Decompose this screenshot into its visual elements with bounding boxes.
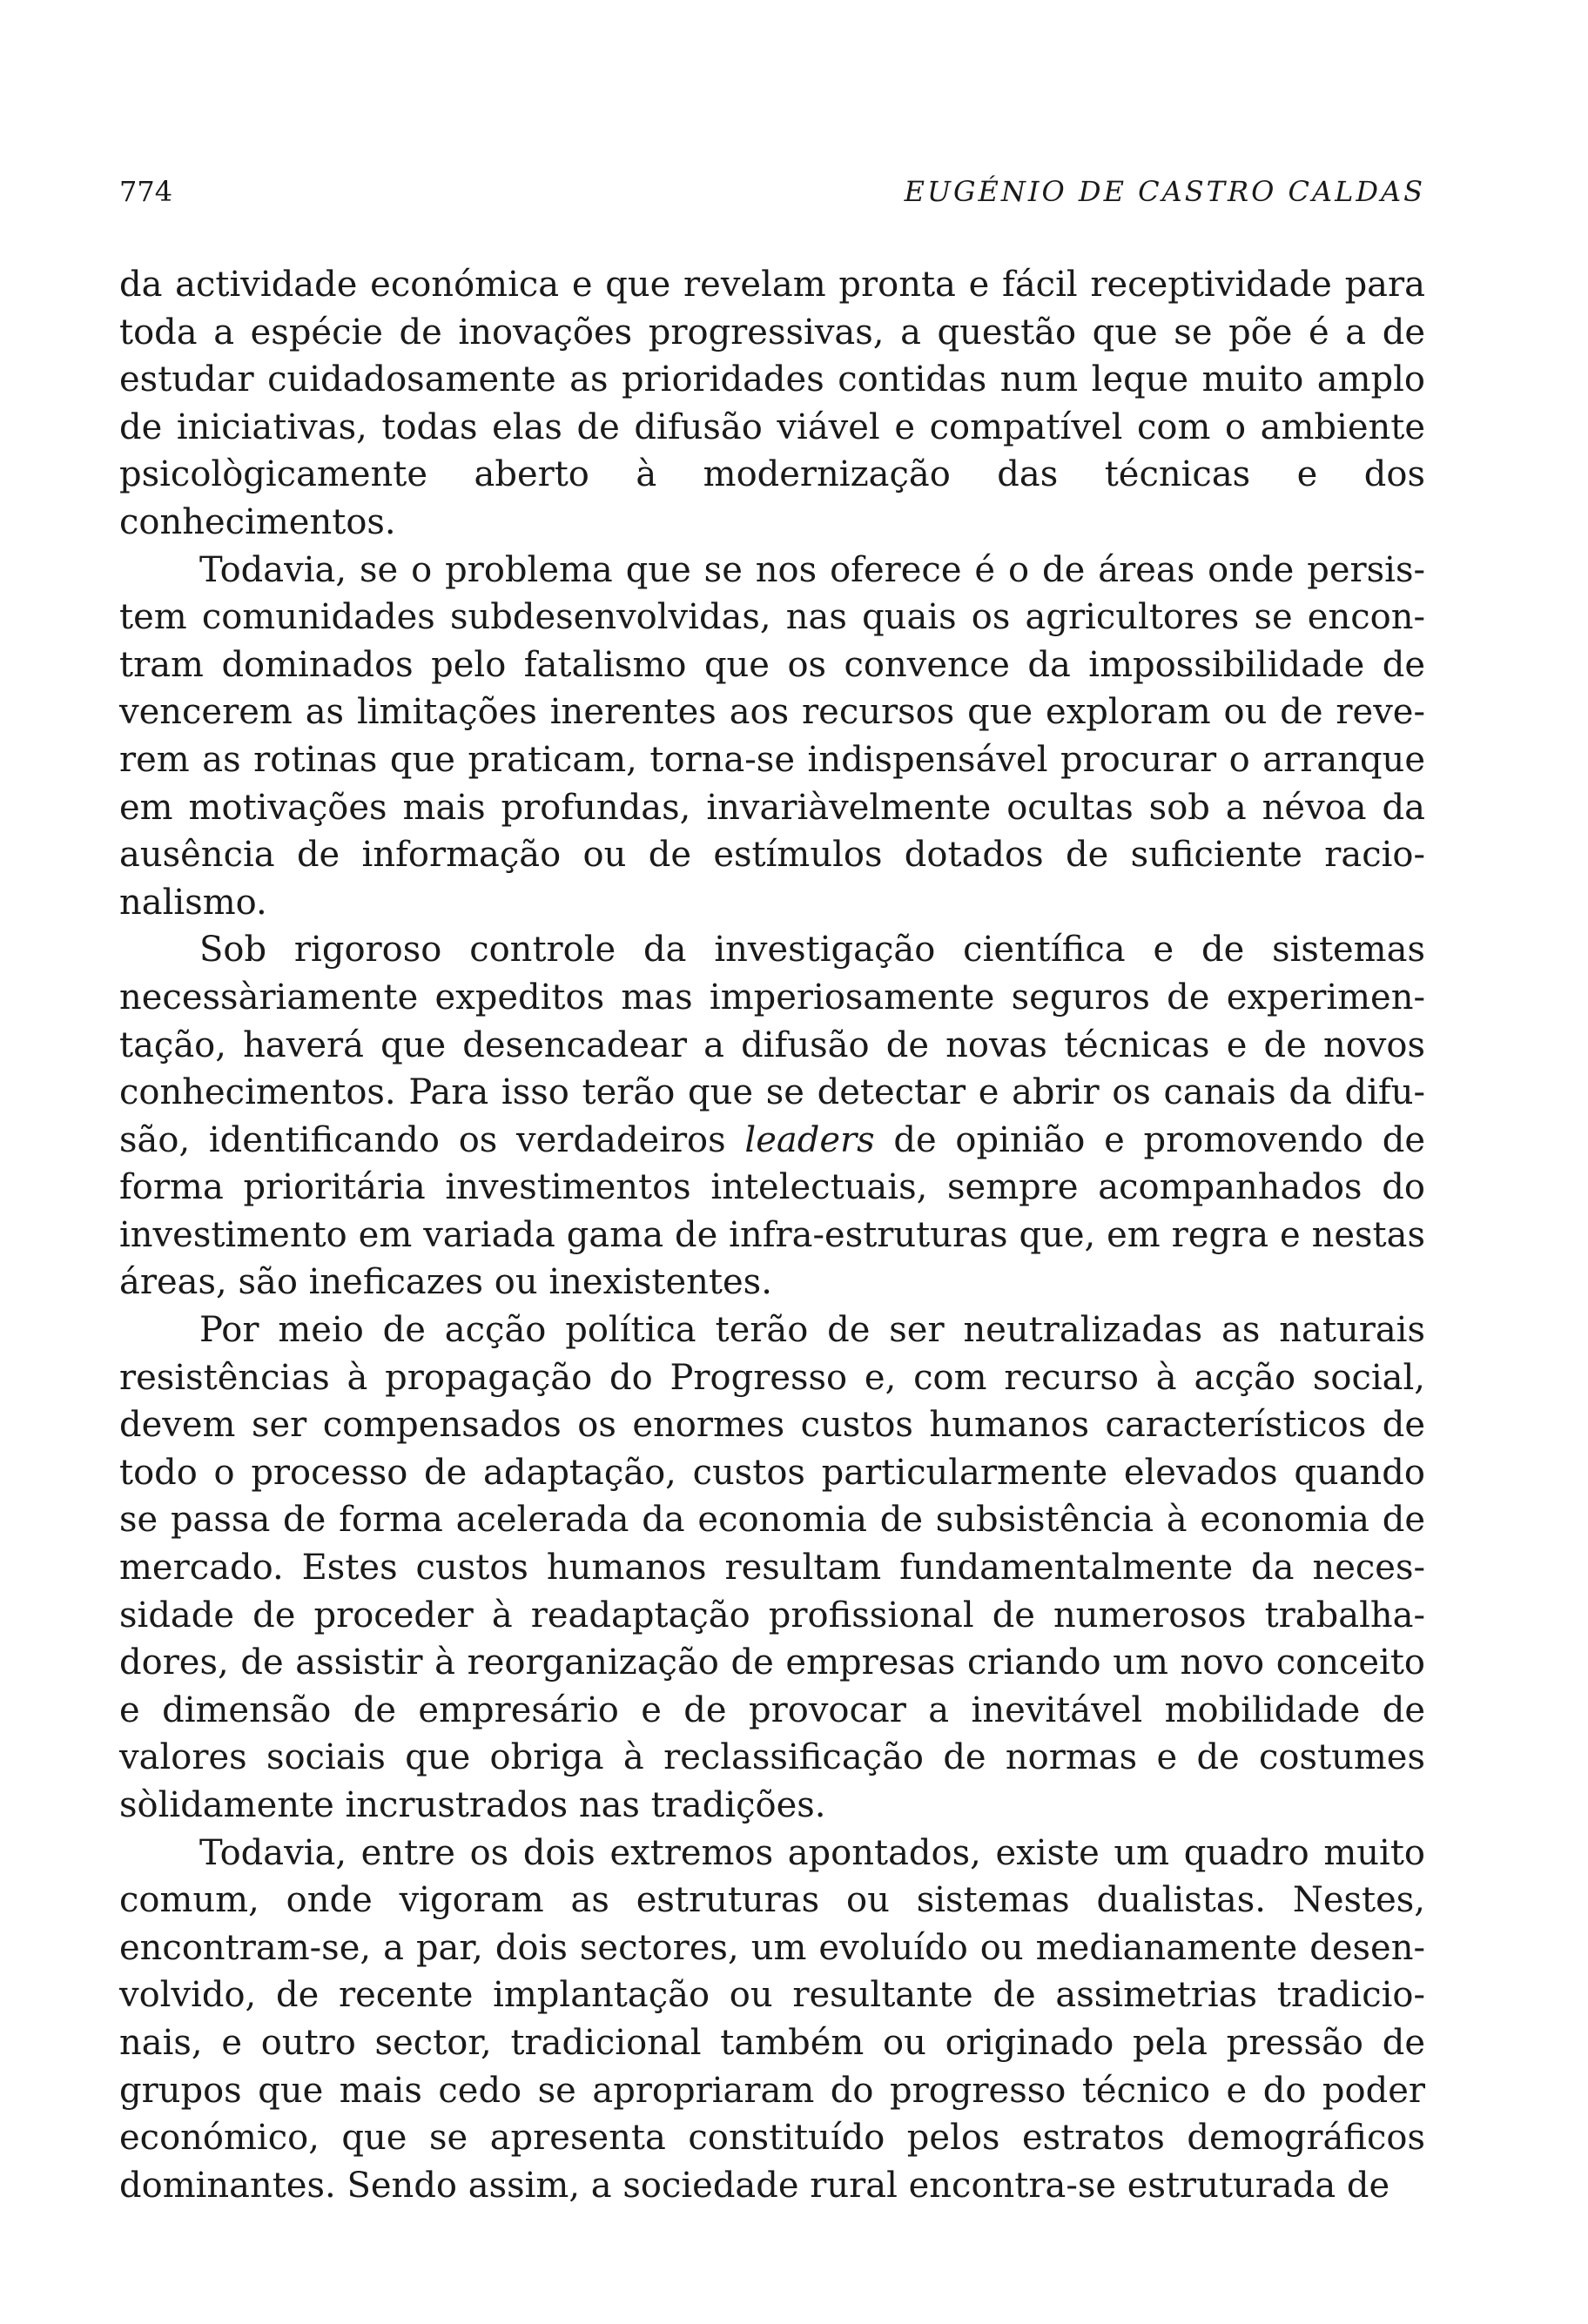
book-page [119,157,1425,2280]
paragraph-5: Todavia, entre os dois extremos apontados, existe um quadro muito comum, onde vigoram as estruturas ou sistemas dualistas. Nestes, encontram-se, a par, dois sectores, um evoluído ou medianamente desenvolvido, de recente implantação ou resultante de assimetrias tradicionais, e outro sector, tradicional também ou originado pela pressão de grupos que mais cedo se apropriaram do progresso técnico e do poder económico, que se apresenta constituído pelos estratos demográficos dominantes. Sendo assim, a sociedade rural encontra-se estruturada de [119,1832,1425,2206]
paragraph-3-part-2: de opinião e promovendo de forma prioritária investimentos intelectuais, sempre acompanhados do investimento em variada gama de infra-estruturas que, em regra e nestas áreas, são ineficazes ou inexistentes. [119,1119,1425,1303]
page-number: 774 [119,175,173,208]
leaders-emphasis: leaders [744,1119,875,1160]
running-head [119,157,1425,226]
paragraph-1: da actividade económica e que revelam pronta e fácil receptividade para toda a espécie de inovações progressivas, a questão que se põe é a de estudar cuidadosamente as prioridades contidas num leque muito amplo de iniciativas, todas elas de difusão viável e compatível com o ambiente psicològicamente aberto à modernização das técnicas e dos conhecimentos. [119,265,1425,542]
paragraph-2: Todavia, se o problema que se nos oferece é o de áreas onde persistem comunidades subdesenvolvidas, nas quais os agricultores se encontram dominados pelo fatalismo que os convence da impossibilidade de vencerem as limitações inerentes aos recursos que exploram ou de reverem as rotinas que praticam, torna-se indispensável procurar o arranque em motivações mais profundas, invariàvelmente ocultas sob a névoa da ausência de informação ou de estímulos dotados de suficiente racionalismo. [119,549,1425,923]
running-title: EUGÉNIO DE CASTRO CALDAS [904,175,1425,208]
paragraph-4: Por meio de acção política terão de ser neutralizadas as naturais resistências à propagação do Progresso e, com recurso à acção social, devem ser compensados os enormes custos humanos característicos de todo o processo de adaptação, custos particularmente elevados quando se passa de forma acelerada da economia de subsistência à economia de mercado. Estes custos humanos resultam fundamentalmente da necessidade de proceder à readaptação profissional de numerosos trabalhadores, de assistir à reorganização de empresas criando um novo conceito e dimensão de empresário e de provocar a inevitável mobilidade de valores sociais que obriga à reclassificação de normas e de costumes sòlidamente incrustrados nas tradições. [119,1310,1425,1825]
paragraph-3 [119,926,1425,1306]
paragraph-3-part-1: Sob rigoroso controle da investigação científica e de sistemas necessàriamente expeditos mas imperiosamente seguros de experimentação, haverá que desencadear a difusão de novas técnicas e de novos conhecimentos. Para isso terão que se detectar e abrir os canais da difusão, identificando os verdadeiros [119,930,1425,1160]
body-text [119,261,1425,2209]
